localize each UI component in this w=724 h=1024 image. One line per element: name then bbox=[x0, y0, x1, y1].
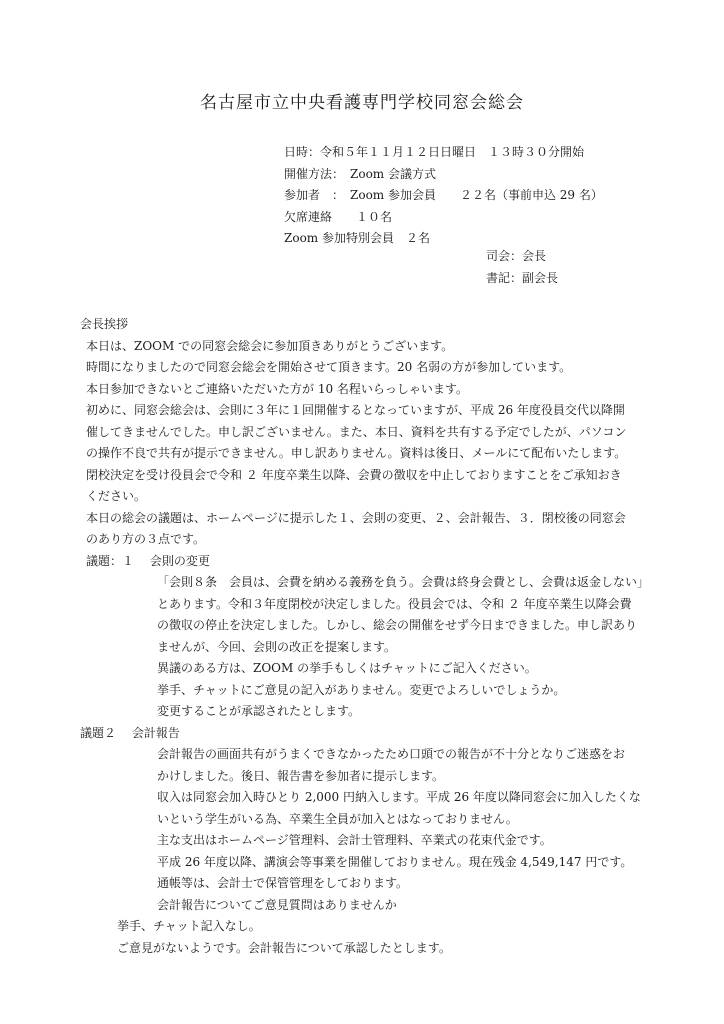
minutes-line: 主な支出はホームページ管理料、会計士管理料、卒業式の花束代金です。 bbox=[157, 833, 552, 847]
minutes-line: 変更することが承認されたとします。 bbox=[157, 704, 361, 718]
role-secretary: 書記：副会長 bbox=[486, 270, 559, 285]
minutes-line: 議題２ 会計報告 bbox=[80, 725, 180, 740]
minutes-line: 「会則８条 会員は、会費を納める義務を負う。会費は終身会費とし、会費は返金しない」 bbox=[157, 575, 650, 589]
role-chair: 司会：会長 bbox=[486, 249, 547, 263]
minutes-line: 本日参加できないとご連絡いただいた方が 10 名程いらっしゃいます。 bbox=[86, 381, 468, 396]
meeting-roles bbox=[486, 246, 558, 289]
meeting-info bbox=[284, 142, 603, 250]
minutes-line: かけしました。後日、報告書を参加者に提示します。 bbox=[157, 768, 445, 783]
minutes-line: ご意見がないようです。会計報告について承認したとします。 bbox=[117, 940, 451, 955]
minutes-line: の徴収の停止を決定しました。しかし、総会の開催をせず今日まできました。申し訳あり bbox=[157, 618, 638, 632]
minutes-body bbox=[80, 314, 660, 959]
minutes-line: 挙手、チャットにご意見の記入がありません。変更でよろしいでしょうか。 bbox=[157, 682, 566, 697]
minutes-line: ませんが、今回、会則の改正を提案します。 bbox=[157, 639, 397, 654]
meeting-participants: 参加者 ： Zoom 参加会員 ２２名（事前申込 29 名） bbox=[284, 188, 603, 202]
meeting-special-members: Zoom 参加特別会員 ２名 bbox=[284, 231, 430, 245]
minutes-line: 異議のある方は、ZOOM の挙手もしくはチャットにご記入ください。 bbox=[157, 661, 537, 675]
minutes-line: 閉校決定を受け役員会で令和 ２ 年度卒業生以降、会費の徴収を中止しておりますことをご承知おき bbox=[86, 467, 622, 482]
minutes-line: 挙手、チャット記入なし。 bbox=[117, 919, 261, 933]
minutes-line: 時間になりましたので同窓会総会を開始させて頂きます。20 名弱の方が参加しています。 bbox=[86, 360, 572, 374]
meeting-datetime: 日時：令和５年１１月１２日日曜日 １３時３０分開始 bbox=[284, 145, 585, 159]
minutes-line: 議題：１ 会則の変更 bbox=[86, 553, 210, 568]
minutes-line: 初めに、同窓会総会は、会則に３年に１回開催するとなっていますが、平成 26 年度役員交代以降開 bbox=[86, 403, 625, 417]
minutes-line: 本日の総会の議題は、ホームページに提示した１、会則の変更、２、会計報告、３．閉校後の同窓会 bbox=[86, 510, 626, 525]
minutes-line: 会長挨拶 bbox=[80, 317, 129, 331]
meeting-method: 開催方法： Zoom 会議方式 bbox=[284, 166, 436, 181]
minutes-line: 通帳等は、会計士で保管管理をしております。 bbox=[157, 876, 409, 890]
minutes-line: 催してきませんでした。申し訳ございません。また、本日、資料を共有する予定でしたが、パソコン bbox=[86, 424, 627, 439]
minutes-line: 会計報告の画面共有がうまくできなかったため口頭での報告が不十分となりご迷惑をお bbox=[157, 747, 626, 761]
minutes-line: とあります。令和３年度閉校が決定しました。役員会では、令和 ２ 年度卒業生以降会費 bbox=[157, 596, 632, 611]
minutes-line: 会計報告についてご意見質問はありませんか bbox=[157, 897, 397, 912]
meeting-absentees: 欠席連絡 １０名 bbox=[284, 209, 393, 224]
minutes-line: 平成 26 年度以降、講演会等事業を開催しておりません。現在残金 4,549,147 円です。 bbox=[157, 854, 633, 869]
minutes-line: ください。 bbox=[86, 489, 147, 503]
document-title: 名古屋市立中央看護専門学校同窓会総会 bbox=[200, 93, 524, 113]
minutes-line: のあり方の３点です。 bbox=[86, 532, 206, 546]
minutes-line: の操作不良で共有が提示できません。申し訳ありません。資料は後日、メールにて配布いたします。 bbox=[86, 446, 627, 460]
minutes-line: 本日は、ZOOM での同窓会総会に参加頂きありがとうございます。 bbox=[86, 338, 454, 353]
minutes-line: 収入は同窓会加入時ひとり 2,000 円納入します。平成 26 年度以降同窓会に加入したくな bbox=[157, 790, 641, 804]
minutes-line: いという学生がいる為、卒業生全員が加入とはなっておりません。 bbox=[157, 811, 518, 826]
